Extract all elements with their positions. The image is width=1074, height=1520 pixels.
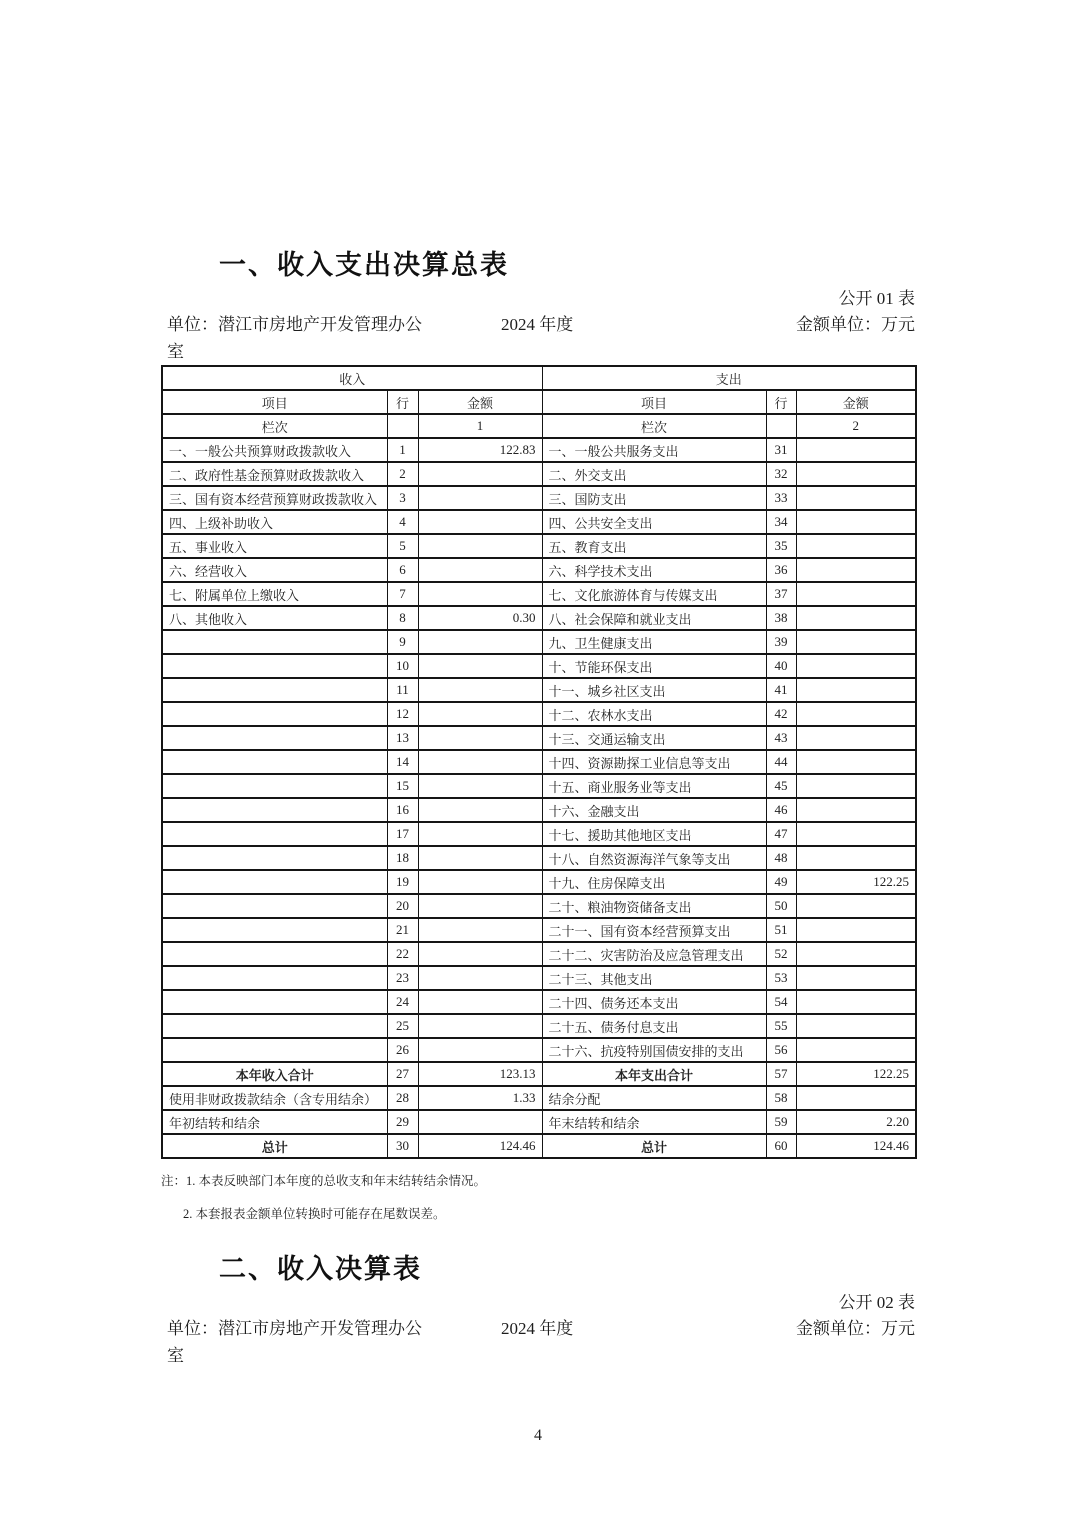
income-amount-cell: 1.33 bbox=[418, 1086, 542, 1110]
income-item-cell bbox=[162, 654, 387, 678]
expense-rowno-cell: 37 bbox=[766, 582, 796, 606]
page-number: 4 bbox=[534, 1427, 542, 1444]
income-item-cell bbox=[162, 630, 387, 654]
table-row bbox=[162, 1014, 916, 1038]
income-rowno-cell: 18 bbox=[387, 846, 418, 870]
expense-amount-cell bbox=[796, 750, 916, 774]
expense-rowno-cell: 38 bbox=[766, 606, 796, 630]
table-group-header-row bbox=[162, 366, 916, 390]
income-item-cell bbox=[162, 750, 387, 774]
income-rowno-cell: 14 bbox=[387, 750, 418, 774]
expense-amount-cell bbox=[796, 1014, 916, 1038]
income-amount-cell bbox=[418, 462, 542, 486]
expense-item-cell: 二十一、国有资本经营预算支出 bbox=[542, 918, 766, 942]
amount-unit-label-2: 金额单位：万元 bbox=[796, 1319, 915, 1338]
income-rowno-cell: 29 bbox=[387, 1110, 418, 1134]
summary-table bbox=[161, 365, 917, 1159]
expense-rowno-cell: 32 bbox=[766, 462, 796, 486]
income-amount-cell bbox=[418, 702, 542, 726]
table-row bbox=[162, 654, 916, 678]
unit-label-2 bbox=[167, 1315, 497, 1369]
income-item-cell: 年初结转和结余 bbox=[162, 1110, 387, 1134]
income-rowno-cell: 13 bbox=[387, 726, 418, 750]
income-rowno-cell: 21 bbox=[387, 918, 418, 942]
expense-item-cell: 十二、农林水支出 bbox=[542, 702, 766, 726]
income-item-cell: 使用非财政拨款结余（含专用结余） bbox=[162, 1086, 387, 1110]
income-amount-cell bbox=[418, 798, 542, 822]
income-item-cell bbox=[162, 918, 387, 942]
note-2: 2. 本套报表金额单位转换时可能存在尾数误差。 bbox=[183, 1207, 446, 1221]
income-rowno-cell: 8 bbox=[387, 606, 418, 630]
table-row bbox=[162, 774, 916, 798]
income-rowno-cell: 10 bbox=[387, 654, 418, 678]
income-amount-cell bbox=[418, 1038, 542, 1062]
expense-amount-cell: 122.25 bbox=[796, 870, 916, 894]
expense-item-cell: 十一、城乡社区支出 bbox=[542, 678, 766, 702]
income-rowno-cell: 15 bbox=[387, 774, 418, 798]
expense-amount-cell bbox=[796, 606, 916, 630]
table-row bbox=[162, 750, 916, 774]
expense-group-label: 栏次 bbox=[542, 414, 766, 438]
table-notes bbox=[161, 1173, 915, 1222]
income-amount-cell bbox=[418, 750, 542, 774]
expense-rowno-cell: 58 bbox=[766, 1086, 796, 1110]
expense-item-cell: 二十五、债务付息支出 bbox=[542, 1014, 766, 1038]
table-row bbox=[162, 510, 916, 534]
fiscal-year-label-2: 2024 年度 bbox=[501, 1319, 574, 1338]
table-row bbox=[162, 606, 916, 630]
table-row bbox=[162, 558, 916, 582]
expense-item-cell: 本年支出合计 bbox=[542, 1062, 766, 1086]
expense-amount-cell bbox=[796, 462, 916, 486]
table-row bbox=[162, 1062, 916, 1086]
expense-amount-cell bbox=[796, 486, 916, 510]
expense-item-cell: 十七、援助其他地区支出 bbox=[542, 822, 766, 846]
expense-item-cell: 七、文化旅游体育与传媒支出 bbox=[542, 582, 766, 606]
income-item-cell: 四、上级补助收入 bbox=[162, 510, 387, 534]
expense-amount-cell bbox=[796, 1086, 916, 1110]
expense-rowno-cell: 43 bbox=[766, 726, 796, 750]
income-rowno-blank bbox=[387, 414, 418, 438]
income-amount-cell bbox=[418, 582, 542, 606]
income-rowno-cell: 12 bbox=[387, 702, 418, 726]
expense-amount-cell bbox=[796, 534, 916, 558]
expense-item-cell: 二十、粮油物资储备支出 bbox=[542, 894, 766, 918]
note-1: 注：1. 本表反映部门本年度的总收支和年末结转结余情况。 bbox=[161, 1174, 487, 1188]
income-item-cell: 五、事业收入 bbox=[162, 534, 387, 558]
fiscal-year-label: 2024 年度 bbox=[501, 315, 574, 334]
expense-amount-cell bbox=[796, 846, 916, 870]
income-item-cell bbox=[162, 726, 387, 750]
expense-rowno-cell: 49 bbox=[766, 870, 796, 894]
expense-rowno-cell: 56 bbox=[766, 1038, 796, 1062]
section2-title: 二、收入决算表 bbox=[219, 1254, 422, 1284]
income-rowno-cell: 16 bbox=[387, 798, 418, 822]
expense-amount-cell bbox=[796, 1038, 916, 1062]
income-item-cell: 一、一般公共预算财政拨款收入 bbox=[162, 438, 387, 462]
table-row bbox=[162, 822, 916, 846]
income-item-cell bbox=[162, 1014, 387, 1038]
table-row bbox=[162, 1134, 916, 1158]
income-item-cell bbox=[162, 894, 387, 918]
table-row bbox=[162, 1038, 916, 1062]
expense-amount-header: 金额 bbox=[796, 390, 916, 414]
unit2-line2: 室 bbox=[167, 1346, 184, 1365]
income-item-cell: 总计 bbox=[162, 1134, 387, 1158]
table-row bbox=[162, 966, 916, 990]
income-rowno-cell: 5 bbox=[387, 534, 418, 558]
income-group-label: 栏次 bbox=[162, 414, 387, 438]
table-row bbox=[162, 726, 916, 750]
income-rowno-cell: 25 bbox=[387, 1014, 418, 1038]
expense-item-cell: 九、卫生健康支出 bbox=[542, 630, 766, 654]
expense-rowno-cell: 45 bbox=[766, 774, 796, 798]
unit-line2: 室 bbox=[167, 342, 184, 361]
table-row bbox=[162, 1086, 916, 1110]
table-row bbox=[162, 630, 916, 654]
expense-rowno-cell: 39 bbox=[766, 630, 796, 654]
expense-amount-cell bbox=[796, 822, 916, 846]
income-rowno-cell: 1 bbox=[387, 438, 418, 462]
expense-amount-cell bbox=[796, 702, 916, 726]
expense-item-cell: 十六、金融支出 bbox=[542, 798, 766, 822]
income-rowno-cell: 23 bbox=[387, 966, 418, 990]
income-rowno-cell: 3 bbox=[387, 486, 418, 510]
expense-amount-cell: 124.46 bbox=[796, 1134, 916, 1158]
section1-title: 一、收入支出决算总表 bbox=[219, 250, 509, 280]
income-item-cell bbox=[162, 846, 387, 870]
expense-amount-cell bbox=[796, 798, 916, 822]
expense-item-cell: 十九、住房保障支出 bbox=[542, 870, 766, 894]
table-row bbox=[162, 1110, 916, 1134]
expense-amount-cell bbox=[796, 558, 916, 582]
income-amount-cell bbox=[418, 894, 542, 918]
expense-rowno-cell: 53 bbox=[766, 966, 796, 990]
income-amount-cell: 123.13 bbox=[418, 1062, 542, 1086]
expense-item-cell: 结余分配 bbox=[542, 1086, 766, 1110]
expense-rowno-cell: 36 bbox=[766, 558, 796, 582]
expense-amount-cell bbox=[796, 654, 916, 678]
expense-rowno-cell: 50 bbox=[766, 894, 796, 918]
expense-item-cell: 三、国防支出 bbox=[542, 486, 766, 510]
income-amount-cell bbox=[418, 630, 542, 654]
income-item-cell bbox=[162, 990, 387, 1014]
income-item-cell bbox=[162, 942, 387, 966]
income-amount-cell bbox=[418, 1110, 542, 1134]
table-row bbox=[162, 846, 916, 870]
unit2-line1: 单位：潜江市房地产开发管理办公 bbox=[167, 1319, 422, 1338]
income-amount-cell bbox=[418, 846, 542, 870]
income-amount-cell bbox=[418, 966, 542, 990]
table-row bbox=[162, 894, 916, 918]
expense-item-header: 项目 bbox=[542, 390, 766, 414]
table-row bbox=[162, 870, 916, 894]
income-rowno-cell: 2 bbox=[387, 462, 418, 486]
income-rowno-cell: 4 bbox=[387, 510, 418, 534]
expense-item-cell: 五、教育支出 bbox=[542, 534, 766, 558]
income-amount-header: 金额 bbox=[418, 390, 542, 414]
unit-label bbox=[167, 311, 497, 365]
income-rowno-cell: 9 bbox=[387, 630, 418, 654]
expense-amount-cell bbox=[796, 582, 916, 606]
income-amount-cell bbox=[418, 510, 542, 534]
expense-rowno-cell: 40 bbox=[766, 654, 796, 678]
amount-unit-label: 金额单位：万元 bbox=[796, 315, 915, 334]
income-amount-cell: 122.83 bbox=[418, 438, 542, 462]
income-amount-cell bbox=[418, 942, 542, 966]
income-item-cell bbox=[162, 702, 387, 726]
income-amount-cell: 0.30 bbox=[418, 606, 542, 630]
expense-rowno-cell: 52 bbox=[766, 942, 796, 966]
expense-rowno-cell: 59 bbox=[766, 1110, 796, 1134]
expense-amount-cell bbox=[796, 942, 916, 966]
income-rowno-cell: 19 bbox=[387, 870, 418, 894]
expense-rowno-blank bbox=[766, 414, 796, 438]
expense-rowno-cell: 31 bbox=[766, 438, 796, 462]
expense-amount-cell bbox=[796, 894, 916, 918]
summary-table-body bbox=[162, 438, 916, 1158]
expense-rowno-cell: 41 bbox=[766, 678, 796, 702]
income-amount-cell bbox=[418, 1014, 542, 1038]
income-group-header: 收入 bbox=[162, 366, 542, 390]
income-rowno-header: 行 bbox=[387, 390, 418, 414]
income-rowno-cell: 11 bbox=[387, 678, 418, 702]
expense-rowno-cell: 57 bbox=[766, 1062, 796, 1086]
table-row bbox=[162, 534, 916, 558]
income-item-cell: 八、其他收入 bbox=[162, 606, 387, 630]
income-amount-cell bbox=[418, 678, 542, 702]
table-row bbox=[162, 942, 916, 966]
table-row bbox=[162, 438, 916, 462]
section1-meta bbox=[161, 311, 915, 365]
expense-item-cell: 年末结转和结余 bbox=[542, 1110, 766, 1134]
expense-amount-cell bbox=[796, 774, 916, 798]
income-amount-cell bbox=[418, 654, 542, 678]
table-row bbox=[162, 678, 916, 702]
income-amount-cell bbox=[418, 822, 542, 846]
income-rowno-cell: 28 bbox=[387, 1086, 418, 1110]
expense-item-cell: 二十二、灾害防治及应急管理支出 bbox=[542, 942, 766, 966]
income-rowno-cell: 17 bbox=[387, 822, 418, 846]
unit-line1: 单位：潜江市房地产开发管理办公 bbox=[167, 315, 422, 334]
section2-meta bbox=[161, 1315, 915, 1369]
table-row bbox=[162, 462, 916, 486]
table-column-header-row bbox=[162, 390, 916, 414]
expense-item-cell: 二十四、债务还本支出 bbox=[542, 990, 766, 1014]
expense-rowno-cell: 60 bbox=[766, 1134, 796, 1158]
income-item-cell bbox=[162, 1038, 387, 1062]
expense-amount-cell: 2.20 bbox=[796, 1110, 916, 1134]
expense-rowno-cell: 54 bbox=[766, 990, 796, 1014]
expense-rowno-cell: 48 bbox=[766, 846, 796, 870]
income-col-index: 1 bbox=[418, 414, 542, 438]
income-item-cell: 六、经营收入 bbox=[162, 558, 387, 582]
table-code-01: 公开 01 表 bbox=[838, 289, 915, 308]
income-amount-cell bbox=[418, 534, 542, 558]
expense-amount-cell bbox=[796, 918, 916, 942]
table-row bbox=[162, 486, 916, 510]
expense-col-index: 2 bbox=[796, 414, 916, 438]
income-item-cell bbox=[162, 966, 387, 990]
expense-item-cell: 二十三、其他支出 bbox=[542, 966, 766, 990]
income-item-cell: 七、附属单位上缴收入 bbox=[162, 582, 387, 606]
expense-rowno-cell: 47 bbox=[766, 822, 796, 846]
expense-rowno-cell: 35 bbox=[766, 534, 796, 558]
income-item-cell bbox=[162, 678, 387, 702]
table-row bbox=[162, 702, 916, 726]
income-amount-cell bbox=[418, 918, 542, 942]
expense-amount-cell bbox=[796, 966, 916, 990]
income-item-cell bbox=[162, 822, 387, 846]
expense-item-cell: 六、科学技术支出 bbox=[542, 558, 766, 582]
table-row bbox=[162, 918, 916, 942]
table-row bbox=[162, 798, 916, 822]
expense-rowno-cell: 34 bbox=[766, 510, 796, 534]
income-amount-cell bbox=[418, 726, 542, 750]
expense-rowno-cell: 44 bbox=[766, 750, 796, 774]
income-rowno-cell: 20 bbox=[387, 894, 418, 918]
expense-item-cell: 二、外交支出 bbox=[542, 462, 766, 486]
income-item-cell: 本年收入合计 bbox=[162, 1062, 387, 1086]
expense-amount-cell: 122.25 bbox=[796, 1062, 916, 1086]
expense-item-cell: 二十六、抗疫特别国债安排的支出 bbox=[542, 1038, 766, 1062]
income-amount-cell bbox=[418, 558, 542, 582]
expense-rowno-header: 行 bbox=[766, 390, 796, 414]
income-rowno-cell: 22 bbox=[387, 942, 418, 966]
income-rowno-cell: 26 bbox=[387, 1038, 418, 1062]
expense-amount-cell bbox=[796, 990, 916, 1014]
expense-item-cell: 十八、自然资源海洋气象等支出 bbox=[542, 846, 766, 870]
income-rowno-cell: 7 bbox=[387, 582, 418, 606]
table-column-index-row bbox=[162, 414, 916, 438]
expense-rowno-cell: 33 bbox=[766, 486, 796, 510]
expense-item-cell: 十、节能环保支出 bbox=[542, 654, 766, 678]
table-row bbox=[162, 990, 916, 1014]
income-rowno-cell: 27 bbox=[387, 1062, 418, 1086]
income-item-cell bbox=[162, 774, 387, 798]
expense-item-cell: 一、一般公共服务支出 bbox=[542, 438, 766, 462]
income-item-cell: 二、政府性基金预算财政拨款收入 bbox=[162, 462, 387, 486]
expense-group-header: 支出 bbox=[542, 366, 916, 390]
expense-amount-cell bbox=[796, 510, 916, 534]
income-amount-cell bbox=[418, 486, 542, 510]
income-item-cell bbox=[162, 870, 387, 894]
expense-amount-cell bbox=[796, 630, 916, 654]
income-amount-cell bbox=[418, 774, 542, 798]
income-rowno-cell: 24 bbox=[387, 990, 418, 1014]
expense-amount-cell bbox=[796, 438, 916, 462]
expense-item-cell: 四、公共安全支出 bbox=[542, 510, 766, 534]
income-rowno-cell: 6 bbox=[387, 558, 418, 582]
expense-item-cell: 十五、商业服务业等支出 bbox=[542, 774, 766, 798]
expense-item-cell: 八、社会保障和就业支出 bbox=[542, 606, 766, 630]
expense-item-cell: 十四、资源勘探工业信息等支出 bbox=[542, 750, 766, 774]
income-item-cell bbox=[162, 798, 387, 822]
expense-amount-cell bbox=[796, 678, 916, 702]
expense-rowno-cell: 51 bbox=[766, 918, 796, 942]
table-code-02: 公开 02 表 bbox=[838, 1293, 915, 1312]
expense-rowno-cell: 46 bbox=[766, 798, 796, 822]
income-amount-cell: 124.46 bbox=[418, 1134, 542, 1158]
page-content bbox=[161, 248, 915, 1445]
table-row bbox=[162, 582, 916, 606]
expense-item-cell: 十三、交通运输支出 bbox=[542, 726, 766, 750]
expense-item-cell: 总计 bbox=[542, 1134, 766, 1158]
expense-amount-cell bbox=[796, 726, 916, 750]
expense-rowno-cell: 42 bbox=[766, 702, 796, 726]
expense-rowno-cell: 55 bbox=[766, 1014, 796, 1038]
income-item-header: 项目 bbox=[162, 390, 387, 414]
income-item-cell: 三、国有资本经营预算财政拨款收入 bbox=[162, 486, 387, 510]
income-amount-cell bbox=[418, 870, 542, 894]
income-amount-cell bbox=[418, 990, 542, 1014]
income-rowno-cell: 30 bbox=[387, 1134, 418, 1158]
